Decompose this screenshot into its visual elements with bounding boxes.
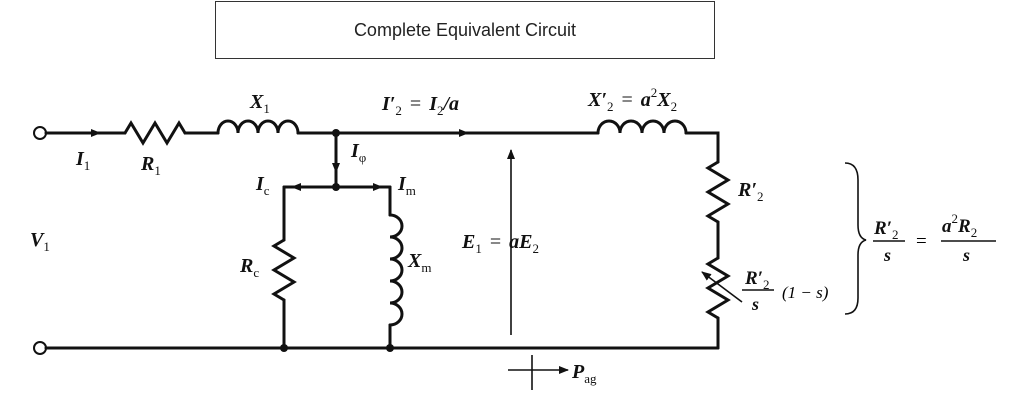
node-rc-bottom — [280, 344, 288, 352]
diagram-title: Complete Equivalent Circuit — [215, 1, 715, 59]
label-rhs-left-numerator: $R'_2$ — [874, 218, 899, 242]
label-r1: $R_1$ — [141, 153, 161, 178]
label-rhs-right-numerator: $a^2R_2$ — [942, 211, 978, 240]
label-rhs-equals: = — [916, 231, 927, 252]
label-im: $I_m$ — [398, 173, 416, 198]
label-xm: $X_m$ — [408, 250, 432, 275]
input-terminal-top — [34, 127, 46, 139]
label-load-denominator: s — [752, 294, 760, 314]
label-i1: $I_1$ — [76, 148, 91, 173]
label-rc: $R_c$ — [240, 255, 260, 280]
rc-resistor — [274, 240, 294, 300]
label-load-factor: (1 − s) — [782, 283, 829, 302]
label-v1: $V_1$ — [30, 229, 50, 254]
label-r2prime: $R'_2$ — [738, 179, 764, 204]
x1-inductor — [218, 121, 298, 133]
label-load-numerator: $R'_2$ — [745, 268, 770, 292]
input-terminal-bottom — [34, 342, 46, 354]
xm-inductor — [390, 215, 402, 325]
load-resistor — [708, 258, 728, 318]
label-rhs-left-denominator: s — [884, 245, 892, 265]
label-iphi: $I_\varphi$ — [351, 140, 367, 165]
label-x1: $X_1$ — [250, 91, 270, 116]
label-pag: $P_{ag}$ — [572, 361, 597, 386]
label-ic: $I_c$ — [256, 173, 270, 198]
label-x2prime-equation: $X'_2 = a^2X_2$ — [588, 85, 678, 114]
r1-resistor — [125, 123, 185, 143]
grouping-brace — [845, 163, 866, 314]
x2prime-inductor — [598, 121, 686, 133]
label-e1-equation: $E_1 = aE_2$ — [462, 231, 539, 256]
label-i2prime-equation: $I'_2 = I_2/a$ — [382, 93, 460, 118]
wire-x2-r2 — [686, 133, 718, 162]
node-xm-bottom — [386, 344, 394, 352]
label-rhs-right-denominator: s — [963, 245, 971, 265]
r2prime-resistor — [708, 162, 728, 222]
